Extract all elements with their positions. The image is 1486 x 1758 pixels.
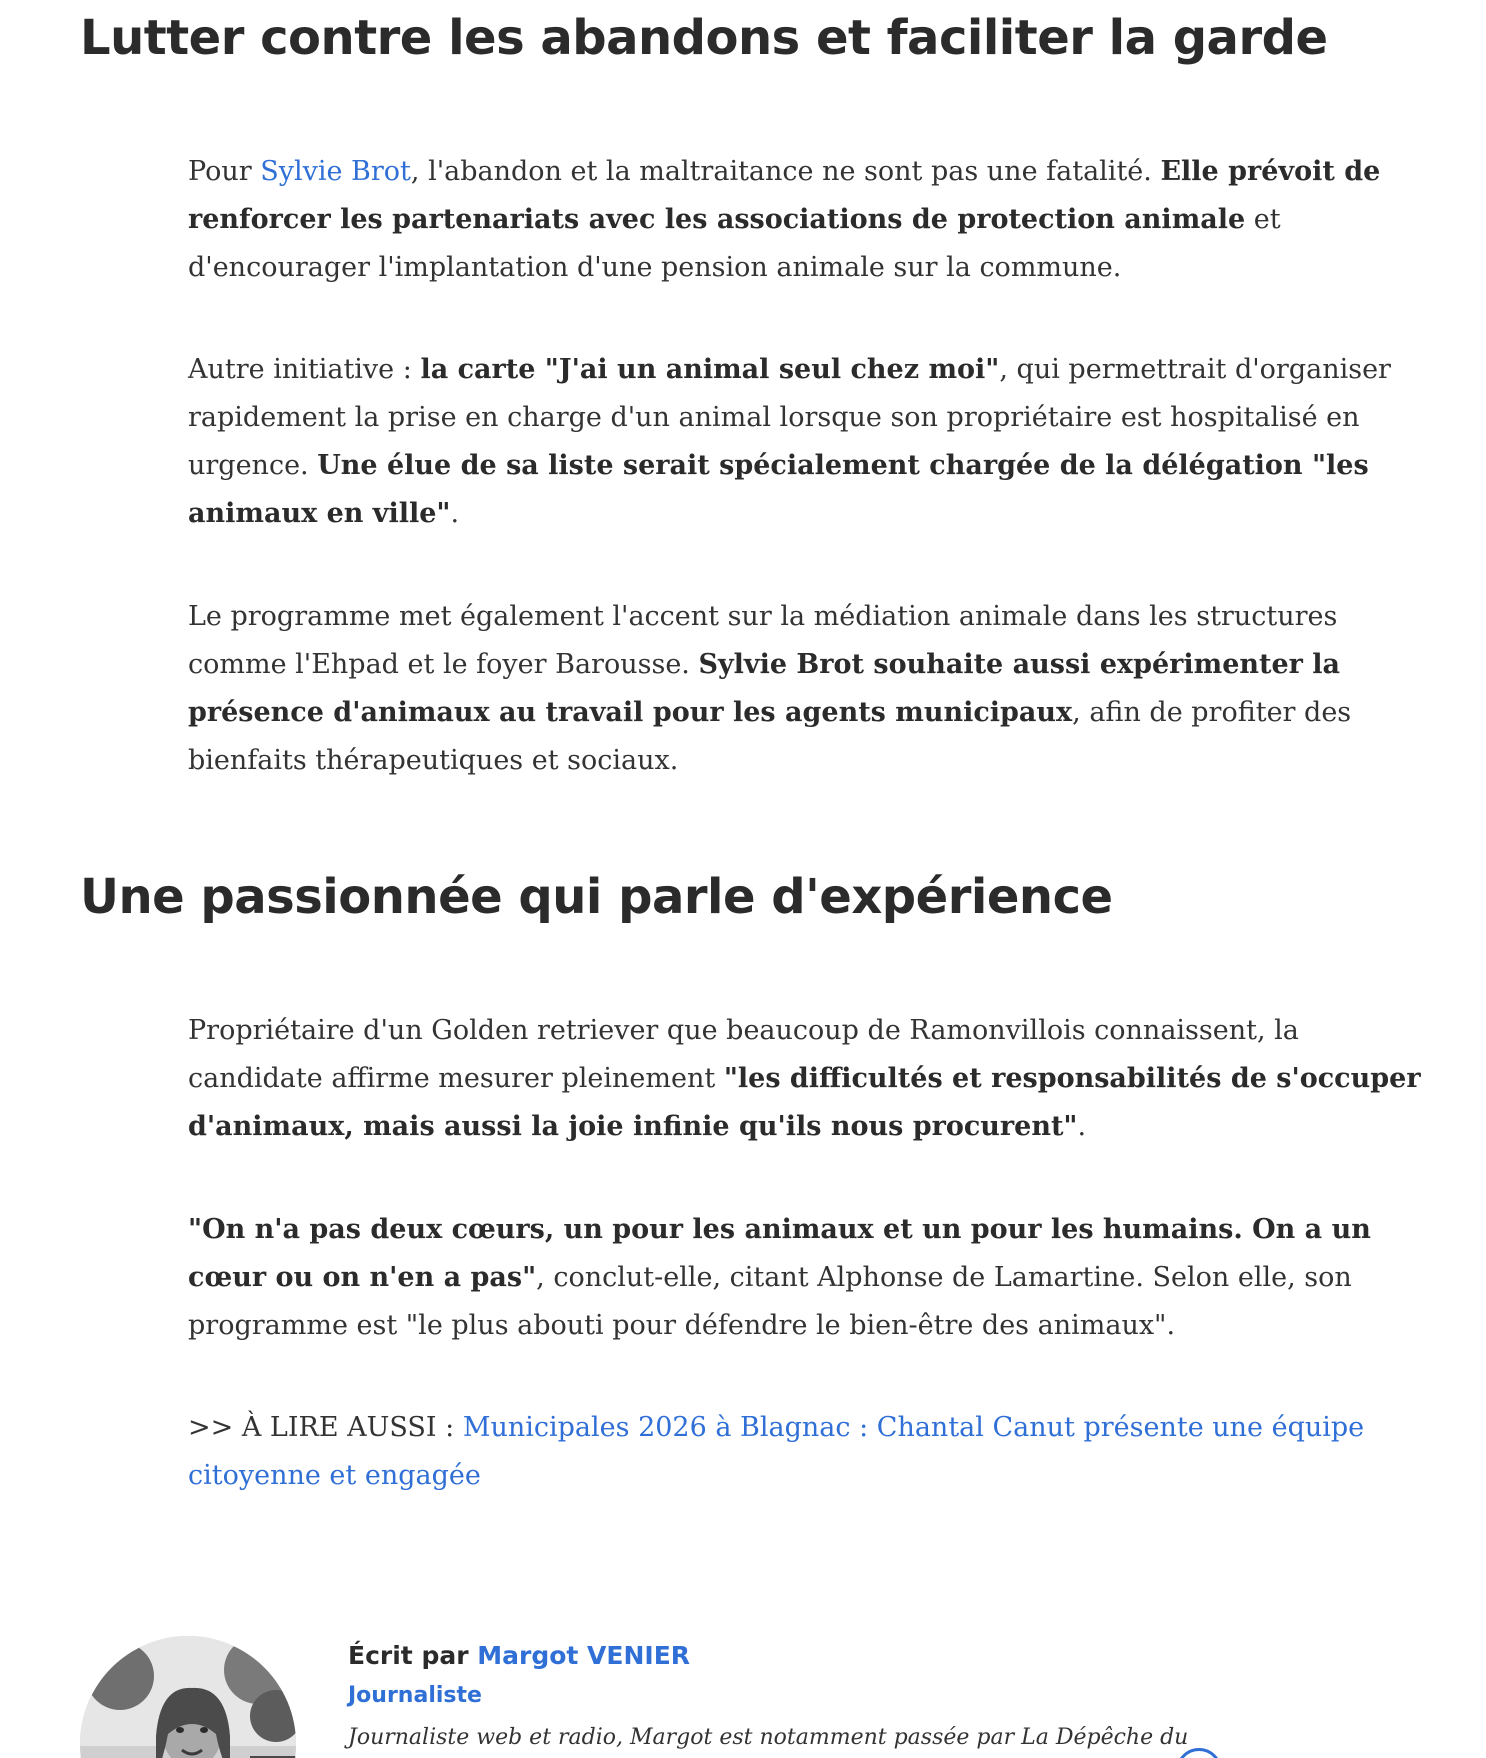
author-name-link[interactable]: Margot VENIER	[477, 1641, 691, 1670]
paragraph-citation-lamartine	[188, 1206, 1438, 1350]
text: , afin de profiter des bienfaits thérapeutiques et sociaux.	[188, 697, 1352, 776]
paragraph-partenariats	[188, 148, 1438, 292]
text: Le programme met également l'accent sur la médiation animale dans les structures comme l'Ehpad et le foyer Barousse.	[188, 601, 1338, 680]
author-photo	[80, 1636, 296, 1758]
link-sylvie-brot[interactable]: Sylvie Brot	[260, 156, 411, 187]
written-by-label: Écrit par	[348, 1641, 478, 1670]
bold-text: Elle prévoit de renforcer les partenariats avec les associations de protection animale	[188, 156, 1381, 235]
text: , qui permettrait d'organiser rapidement la prise en charge d'un animal lorsque son propriétaire est hospitalisé en urgence.	[188, 354, 1391, 481]
bold-text: Sylvie Brot souhaite aussi expérimenter la présence d'animaux au travail pour les agents municipaux	[188, 649, 1341, 728]
text: , conclut-elle, citant Alphonse de Lamartine. Selon elle, son programme est "le plus abouti pour défendre le bien-être des animaux".	[188, 1262, 1352, 1341]
bold-text: la carte "J'ai un animal seul chez moi"	[420, 354, 1000, 385]
text: et d'encourager l'implantation d'une pension animale sur la commune.	[188, 204, 1281, 283]
bold-text: Une élue de sa liste serait spécialement chargée de la délégation "les animaux en ville"	[188, 450, 1369, 529]
text: Pour	[188, 156, 261, 187]
bold-text: "les difficultés et responsabilités de s'occuper d'animaux, mais aussi la joie infinie qu'ils nous procurent"	[188, 1063, 1421, 1142]
author-box	[80, 1636, 1480, 1758]
section-heading-passionnee: Une passionnée qui parle d'expérience	[80, 869, 1113, 925]
paragraph-lire-aussi	[188, 1404, 1438, 1500]
text: .	[450, 498, 460, 529]
text: Autre initiative :	[188, 354, 421, 385]
text: Propriétaire d'un Golden retriever que beaucoup de Ramonvillois connaissent, la candidate affirme mesurer pleinement	[188, 1015, 1299, 1094]
avatar[interactable]	[80, 1636, 296, 1758]
author-role: Journaliste	[348, 1683, 482, 1708]
paragraph-carte-animal	[188, 346, 1438, 538]
lire-aussi-prefix: >> À LIRE AUSSI :	[188, 1412, 463, 1443]
link-related-article[interactable]: Municipales 2026 à Blagnac : Chantal Canut présente une équipe citoyenne et engagée	[188, 1412, 1365, 1491]
text: , l'abandon et la maltraitance ne sont pas une fatalité.	[410, 156, 1161, 187]
author-bio: Journaliste web et radio, Margot est notamment passée par La Dépêche du	[348, 1725, 1189, 1750]
paragraph-mediation	[188, 593, 1438, 785]
bold-quote: "On n'a pas deux cœurs, un pour les animaux et un pour les humains. On a un cœur ou on n'en a pas"	[188, 1214, 1371, 1293]
section-heading-abandons: Lutter contre les abandons et faciliter la garde	[80, 10, 1328, 66]
author-line	[348, 1636, 1248, 1676]
author-meta	[348, 1636, 1248, 1758]
text: .	[1077, 1111, 1087, 1142]
paragraph-golden-retriever	[188, 1007, 1438, 1151]
